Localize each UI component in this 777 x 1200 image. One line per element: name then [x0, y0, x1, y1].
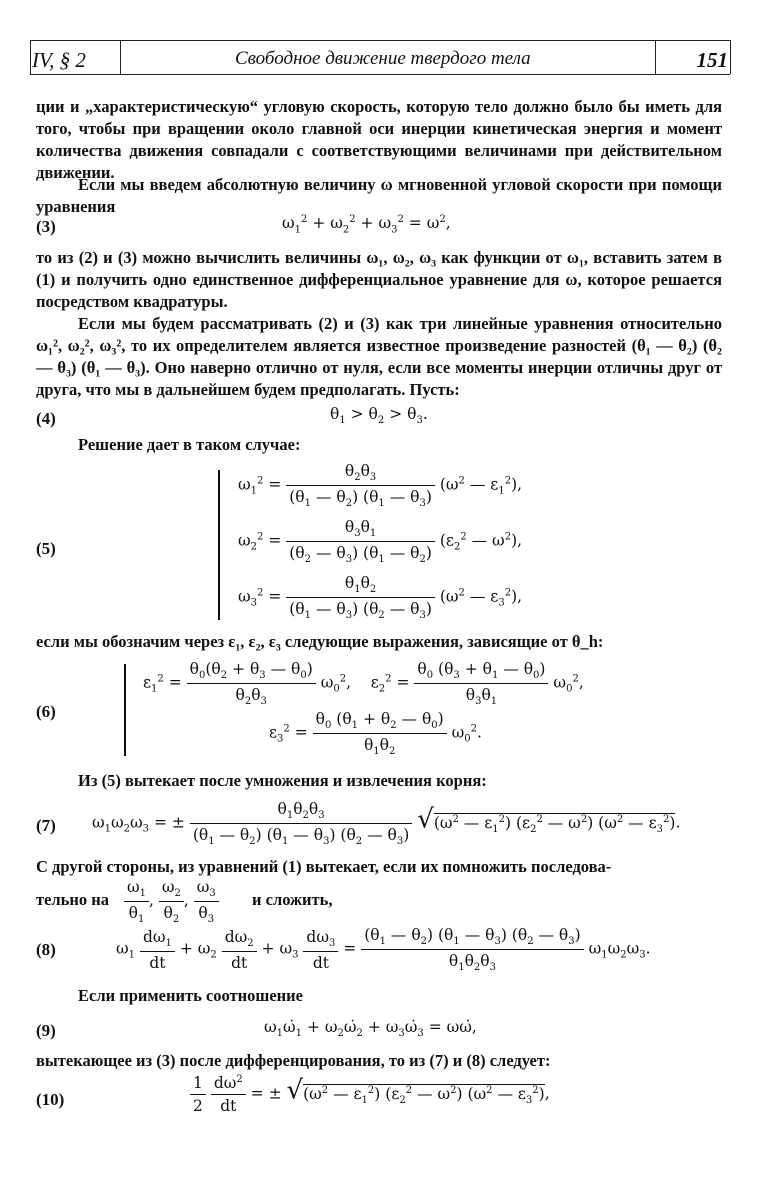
equation-3: $\omega_1^2 + \omega_2^2 + \omega_3^2 = \omega^2$, [282, 214, 451, 236]
section-label: IV, § 2 [32, 48, 86, 72]
equation-number-8: (8) [36, 940, 56, 959]
running-title: Свободное движение твердого тела [235, 48, 531, 69]
header-bottom-rule [30, 74, 730, 75]
header-rule-right [730, 40, 731, 74]
equation-6-line-1: $\varepsilon_1^2$ = $\frac{\theta_0(\theta_2 + \theta_3 — \theta_0)}{\theta_2\theta_3}$ $\omega_0^2$, $\varepsilon_2^2$ = $\frac{\theta_0 (\theta_3 + \theta_1 — \theta_0)}{\theta_3\theta_1}$ $\omega_0^2$, [143, 660, 584, 708]
equation-number-4: (4) [36, 409, 56, 428]
equation-9: $\omega_1\omegȧ_1$ + $\omega_2\omegȧ_2$ + $\omega_3\omegȧ_3$ = ωω̇, [264, 1018, 477, 1040]
header-rule-left [30, 40, 31, 74]
equation-5-line-2: $\omega_2^2$ = $\frac{\theta_3\theta_1}{(\theta_2 — \theta_3) (\theta_1 — \theta_2)}$ ($\varepsilon_2^2$ — $\omega^2$), [238, 518, 523, 566]
paragraph-2: Если мы введем абсолютную величину ω мгновенной угловой скорости при помощи уравнения [36, 175, 722, 216]
equation-5-brace [218, 470, 220, 620]
page-number: 151 [696, 48, 728, 72]
paragraph-3: то из (2) и (3) можно вычислить величины ω₁, ω₂, ω₃ как функции от ω₁, вставить затем в (1) и получить одно единственное дифференциальное уравнение для ω, которое решается посредством квадратуры. [36, 248, 722, 311]
equation-5-line-1: $\omega_1^2$ = $\frac{\theta_2\theta_3}{(\theta_1 — \theta_2) (\theta_1 — \theta_3)}$ ($\omega^2$ — $\varepsilon_1^2$), [238, 462, 523, 510]
header-top-rule [30, 40, 730, 41]
equation-5-line-3: $\omega_3^2$ = $\frac{\theta_1\theta_2}{(\theta_1 — \theta_3) (\theta_2 — \theta_3)}$ ($\omega^2$ — $\varepsilon_3^2$), [238, 574, 523, 622]
header-rule-mid2 [655, 40, 656, 74]
paragraph-8-line-1: С другой стороны, из уравнений (1) вытекает, если их помножить последова- [36, 857, 612, 876]
header-rule-mid1 [120, 40, 121, 74]
equation-8: $\omega_1$ $\frac{d\omega_1}{dt}$ + $\omega_2$ $\frac{d\omega_2}{dt}$ + $\omega_3$ $\frac{d\omega_3}{dt}$ = $\frac{(\theta_1 — \theta_2) (\theta_1 — \theta_3) (\theta_2 — \theta_3)}{\theta_1\theta_2\theta_3}$ $\omega_1\omega_2\omega_3$. [116, 926, 651, 974]
equation-4: $\theta_1 > \theta_2 > \theta_3$. [330, 405, 428, 427]
paragraph-9: Если применить соотношение [78, 986, 303, 1005]
equation-number-7: (7) [36, 816, 56, 835]
paragraph-6: если мы обозначим через ε₁, ε₂, ε₃ следующие выражения, зависящие от θ_h: [36, 632, 604, 651]
equation-10: $\frac{1}{2}$ $\frac{d\omega^2}{dt}$ = ± $√(\omega^2$ — $\varepsilon_1^2$) ($\varepsilon_2^2$ — $\omega^2$) ($\omega^2$ — $\varepsilon_3^2$), [190, 1074, 550, 1115]
paragraph-4: Если мы будем рассматривать (2) и (3) как три линейные уравнения относительно ω₁², ω₂², ω₃², то их определителем является известное произведение разностей (θ₁ — θ₂) (θ₂ — θ₃) (θ₁ — θ₃). Оно наверно отлично от нуля, если все моменты инерции отличны друг от друга, что мы в дальнейшем будем предполагать. Пусть: [36, 314, 722, 399]
equation-number-10: (10) [36, 1090, 65, 1109]
equation-number-3: (3) [36, 217, 56, 236]
equation-7: $\omega_1\omega_2\omega_3$ = ± $\frac{\theta_1\theta_2\theta_3}{(\theta_1 — \theta_2) (\theta_1 — \theta_3) (\theta_2 — \theta_3)}$ $√(\omega^2$ — $\varepsilon_1^2$) ($\varepsilon_2^2$ — $\omega^2$) ($\omega^2$ — $\varepsilon_3^2$). [92, 800, 681, 848]
equation-number-9: (9) [36, 1021, 56, 1040]
paragraph-1: ции и „характеристическую“ угловую скорость, которую тело должно было бы иметь для того, чтобы при вращении около главной оси инерции кинетическая энергия и момент количества движения совпадали с соответствующими величинами при действительном движении. [36, 97, 722, 182]
paragraph-8-line-2-start: тельно на [36, 890, 110, 909]
paragraph-5: Решение дает в таком случае: [78, 435, 301, 454]
equation-number-5: (5) [36, 539, 56, 558]
equation-6-brace [124, 664, 126, 756]
paragraph-7: Из (5) вытекает после умножения и извлечения корня: [78, 771, 487, 790]
equation-number-6: (6) [36, 702, 56, 721]
equation-6-line-2: $\varepsilon_3^2$ = $\frac{\theta_0 (\theta_1 + \theta_2 — \theta_0)}{\theta_1\theta_2}$ $\omega_0^2$. [269, 710, 482, 758]
paragraph-8-fractions: $\frac{\omega_1}{\theta_1}$ , $\frac{\omega_2}{\theta_2}$ , $\frac{\omega_3}{\theta_3}$ [124, 878, 219, 925]
paragraph-8-line-2-end: и сложить, [252, 890, 333, 909]
paragraph-10: вытекающее из (3) после дифференцирования, то из (7) и (8) следует: [36, 1051, 551, 1070]
